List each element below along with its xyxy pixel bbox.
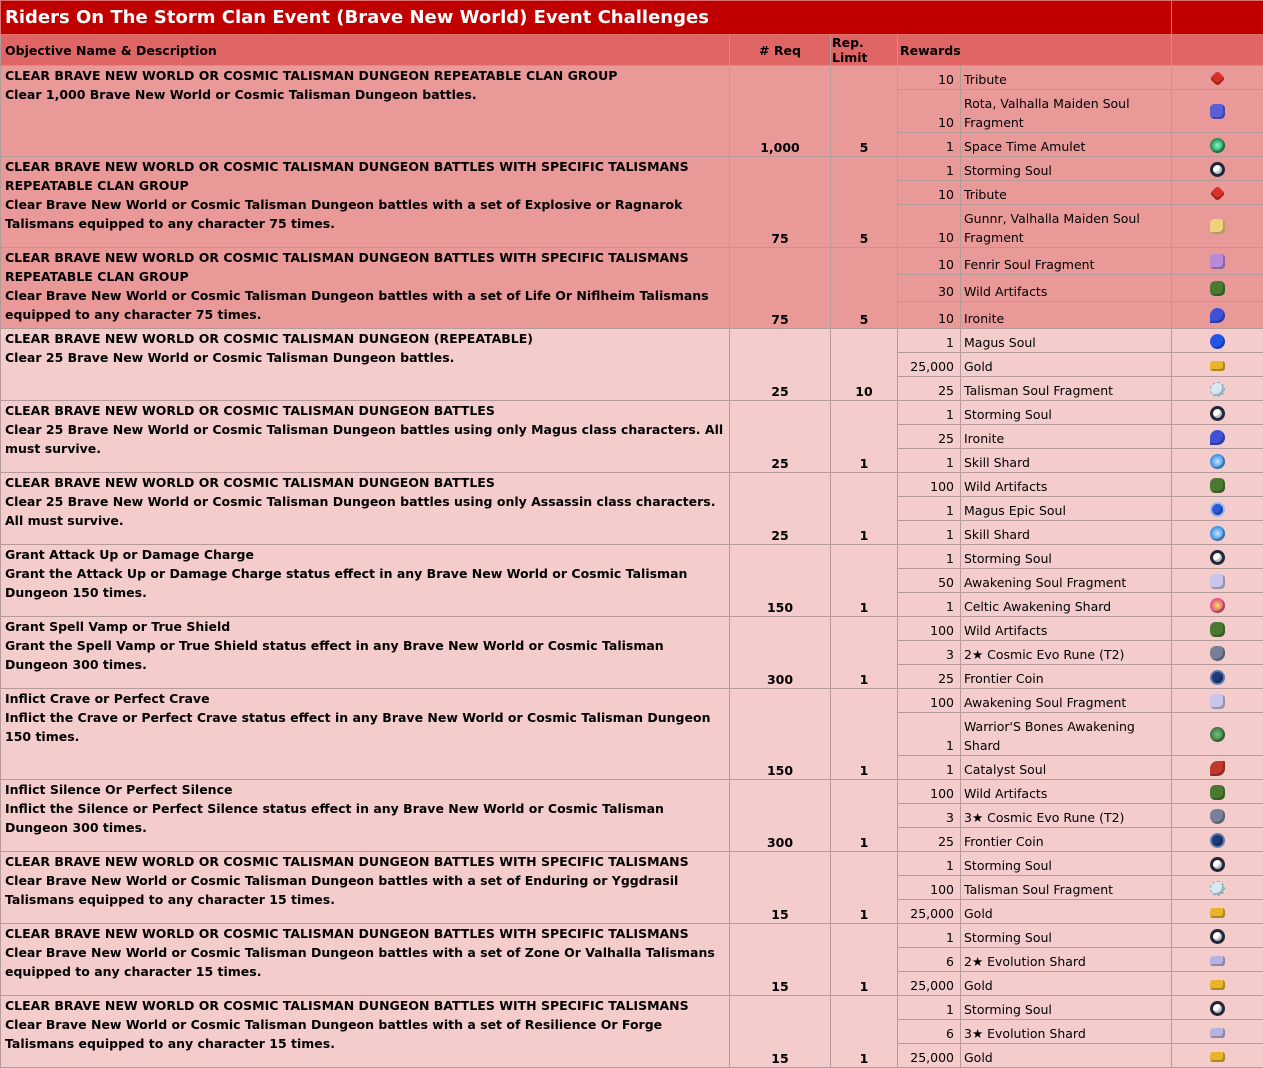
objective-name: CLEAR BRAVE NEW WORLD OR COSMIC TALISMAN DUNGEON BATTLES WITH SPECIFIC TALISMANS REPEATABLE CLAN GROUP [5, 248, 725, 286]
objective-name: CLEAR BRAVE NEW WORLD OR COSMIC TALISMAN DUNGEON (REPEATABLE) [5, 329, 725, 348]
objective-name: Inflict Silence Or Perfect Silence [5, 780, 725, 799]
evolution-shard-icon [1210, 956, 1225, 966]
reward-name: 2★ Evolution Shard [961, 948, 1172, 972]
reward-icon-cell [1172, 205, 1263, 248]
objective-description: Inflict the Silence or Perfect Silence status effect in any Brave New World or Cosmic Talisman Dungeon 300 times. [5, 799, 725, 837]
reward-icon-cell [1172, 157, 1263, 181]
reward-quantity: 1 [898, 996, 961, 1020]
reward-name: Gold [961, 1044, 1172, 1068]
objective-cell [1, 157, 730, 248]
reward-quantity: 1 [898, 157, 961, 181]
repeat-limit: 1 [831, 689, 898, 780]
reward-quantity: 1 [898, 329, 961, 353]
reward-quantity: 1 [898, 521, 961, 545]
objective-cell [1, 329, 730, 401]
reward-name: 2★ Cosmic Evo Rune (T2) [961, 641, 1172, 665]
reward-name: Magus Soul [961, 329, 1172, 353]
reward-icon-cell [1172, 133, 1263, 157]
reward-name: Storming Soul [961, 996, 1172, 1020]
required-count: 25 [730, 329, 831, 401]
reward-icon-cell [1172, 473, 1263, 497]
objective-cell [1, 545, 730, 617]
repeat-limit: 1 [831, 924, 898, 996]
objective-name: Inflict Crave or Perfect Crave [5, 689, 725, 708]
reward-name: Storming Soul [961, 401, 1172, 425]
ironite-icon [1210, 430, 1225, 445]
reward-name: 3★ Cosmic Evo Rune (T2) [961, 804, 1172, 828]
reward-icon-cell [1172, 641, 1263, 665]
awakening-soul-fragment-icon [1210, 694, 1225, 709]
objective-description: Grant the Spell Vamp or True Shield status effect in any Brave New World or Cosmic Talisman Dungeon 300 times. [5, 636, 725, 674]
objective-cell [1, 996, 730, 1068]
objective-cell [1, 689, 730, 780]
reward-icon-cell [1172, 497, 1263, 521]
reward-quantity: 1 [898, 852, 961, 876]
objective-description: Clear Brave New World or Cosmic Talisman Dungeon battles with a set of Zone Or Valhalla Talismans equipped to any character 15 times. [5, 943, 725, 981]
objective-cell [1, 924, 730, 996]
reward-name: Awakening Soul Fragment [961, 689, 1172, 713]
reward-icon-cell [1172, 900, 1263, 924]
table-row [1, 780, 1263, 804]
reward-name: Talisman Soul Fragment [961, 377, 1172, 401]
reward-icon-cell [1172, 329, 1263, 353]
frontier-coin-icon [1210, 670, 1225, 685]
celtic-awakening-shard-icon [1210, 598, 1225, 613]
reward-name: Skill Shard [961, 521, 1172, 545]
gold-icon [1210, 908, 1225, 918]
reward-name: Catalyst Soul [961, 756, 1172, 780]
reward-icon-cell [1172, 665, 1263, 689]
reward-icon-cell [1172, 353, 1263, 377]
reward-icon-cell [1172, 302, 1263, 329]
reward-icon-cell [1172, 449, 1263, 473]
ironite-icon [1210, 308, 1225, 323]
table-row [1, 545, 1263, 569]
objective-cell [1, 248, 730, 329]
objective-description: Clear 1,000 Brave New World or Cosmic Talisman Dungeon battles. [5, 85, 725, 104]
repeat-limit: 5 [831, 157, 898, 248]
header-objective: Objective Name & Description [1, 35, 730, 66]
reward-quantity: 6 [898, 948, 961, 972]
title-blank-cell [1172, 1, 1263, 35]
objective-description: Inflict the Crave or Perfect Crave status effect in any Brave New World or Cosmic Talisman Dungeon 150 times. [5, 708, 725, 746]
evolution-shard-icon [1210, 1028, 1225, 1038]
required-count: 75 [730, 157, 831, 248]
objective-cell [1, 401, 730, 473]
objective-description: Clear 25 Brave New World or Cosmic Talisman Dungeon battles using only Magus class characters. All must survive. [5, 420, 725, 458]
reward-icon-cell [1172, 828, 1263, 852]
objective-description: Clear Brave New World or Cosmic Talisman Dungeon battles with a set of Life Or Niflheim Talismans equipped to any character 75 times. [5, 286, 725, 324]
reward-icon-cell [1172, 545, 1263, 569]
required-count: 150 [730, 689, 831, 780]
objective-name: CLEAR BRAVE NEW WORLD OR COSMIC TALISMAN DUNGEON BATTLES [5, 473, 725, 492]
required-count: 15 [730, 996, 831, 1068]
storming-soul-icon [1210, 857, 1225, 872]
objective-description: Grant the Attack Up or Damage Charge status effect in any Brave New World or Cosmic Talisman Dungeon 150 times. [5, 564, 725, 602]
reward-name: Wild Artifacts [961, 473, 1172, 497]
reward-icon-cell [1172, 756, 1263, 780]
reward-quantity: 3 [898, 641, 961, 665]
reward-quantity: 100 [898, 473, 961, 497]
reward-icon-cell [1172, 181, 1263, 205]
repeat-limit: 1 [831, 473, 898, 545]
reward-icon-cell [1172, 275, 1263, 302]
reward-quantity: 10 [898, 205, 961, 248]
reward-icon-cell [1172, 593, 1263, 617]
reward-quantity: 30 [898, 275, 961, 302]
reward-icon-cell [1172, 617, 1263, 641]
magus-soul-icon [1210, 334, 1225, 349]
reward-name: Talisman Soul Fragment [961, 876, 1172, 900]
reward-name: Frontier Coin [961, 665, 1172, 689]
repeat-limit: 1 [831, 996, 898, 1068]
reward-quantity: 10 [898, 181, 961, 205]
reward-quantity: 3 [898, 804, 961, 828]
reward-quantity: 25,000 [898, 972, 961, 996]
reward-quantity: 1 [898, 133, 961, 157]
required-count: 300 [730, 617, 831, 689]
storming-soul-icon [1210, 162, 1225, 177]
reward-name: Warrior'S Bones Awakening Shard [961, 713, 1172, 756]
storming-soul-icon [1210, 1001, 1225, 1016]
reward-name: Gunnr, Valhalla Maiden Soul Fragment [961, 205, 1172, 248]
header-limit: Rep. Limit [831, 35, 898, 66]
reward-quantity: 100 [898, 689, 961, 713]
gold-icon [1210, 361, 1225, 371]
reward-quantity: 25 [898, 425, 961, 449]
repeat-limit: 10 [831, 329, 898, 401]
table-row [1, 473, 1263, 497]
storming-soul-icon [1210, 406, 1225, 421]
objective-name: CLEAR BRAVE NEW WORLD OR COSMIC TALISMAN DUNGEON BATTLES WITH SPECIFIC TALISMANS [5, 852, 725, 871]
repeat-limit: 5 [831, 248, 898, 329]
required-count: 15 [730, 852, 831, 924]
required-count: 150 [730, 545, 831, 617]
reward-icon-cell [1172, 248, 1263, 275]
reward-icon-cell [1172, 377, 1263, 401]
table-row [1, 248, 1263, 275]
required-count: 300 [730, 780, 831, 852]
reward-icon-cell [1172, 689, 1263, 713]
awakening-soul-fragment-icon [1210, 574, 1225, 589]
reward-icon-cell [1172, 1020, 1263, 1044]
reward-name: Ironite [961, 425, 1172, 449]
objective-name: Grant Attack Up or Damage Charge [5, 545, 725, 564]
required-count: 1,000 [730, 66, 831, 157]
reward-icon-cell [1172, 996, 1263, 1020]
reward-name: Storming Soul [961, 924, 1172, 948]
repeat-limit: 1 [831, 401, 898, 473]
reward-quantity: 1 [898, 497, 961, 521]
header-rewards: Rewards [898, 35, 1172, 66]
reward-name: Skill Shard [961, 449, 1172, 473]
fenrir-soul-fragment-icon [1210, 254, 1225, 269]
reward-name: Awakening Soul Fragment [961, 569, 1172, 593]
reward-quantity: 10 [898, 248, 961, 275]
reward-name: Storming Soul [961, 545, 1172, 569]
objective-cell [1, 852, 730, 924]
reward-quantity: 10 [898, 302, 961, 329]
objective-description: Clear Brave New World or Cosmic Talisman Dungeon battles with a set of Enduring or Yggdrasil Talismans equipped to any character 15 times. [5, 871, 725, 909]
repeat-limit: 1 [831, 545, 898, 617]
objective-cell [1, 780, 730, 852]
reward-quantity: 1 [898, 593, 961, 617]
page-title: Riders On The Storm Clan Event (Brave New World) Event Challenges [1, 1, 1172, 35]
table-row [1, 689, 1263, 713]
objective-cell [1, 66, 730, 157]
reward-name: 3★ Evolution Shard [961, 1020, 1172, 1044]
reward-icon-cell [1172, 876, 1263, 900]
reward-quantity: 25 [898, 828, 961, 852]
reward-icon-cell [1172, 948, 1263, 972]
reward-icon-cell [1172, 425, 1263, 449]
reward-quantity: 1 [898, 545, 961, 569]
reward-icon-cell [1172, 924, 1263, 948]
talisman-soul-fragment-icon [1210, 382, 1225, 397]
reward-quantity: 100 [898, 617, 961, 641]
reward-name: Tribute [961, 66, 1172, 90]
reward-quantity: 1 [898, 713, 961, 756]
repeat-limit: 1 [831, 617, 898, 689]
reward-quantity: 1 [898, 401, 961, 425]
reward-icon-cell [1172, 780, 1263, 804]
objective-name: CLEAR BRAVE NEW WORLD OR COSMIC TALISMAN DUNGEON BATTLES [5, 401, 725, 420]
tribute-icon [1210, 71, 1226, 87]
objective-name: Grant Spell Vamp or True Shield [5, 617, 725, 636]
reward-name: Celtic Awakening Shard [961, 593, 1172, 617]
catalyst-soul-icon [1210, 761, 1225, 776]
header-blank [1172, 35, 1263, 66]
table-row [1, 924, 1263, 948]
table-row [1, 852, 1263, 876]
reward-quantity: 6 [898, 1020, 961, 1044]
reward-quantity: 1 [898, 924, 961, 948]
table-row [1, 66, 1263, 90]
wild-artifacts-icon [1210, 622, 1225, 637]
table-row [1, 401, 1263, 425]
reward-name: Space Time Amulet [961, 133, 1172, 157]
header-req: # Req [730, 35, 831, 66]
reward-name: Wild Artifacts [961, 617, 1172, 641]
table-row [1, 329, 1263, 353]
reward-name: Fenrir Soul Fragment [961, 248, 1172, 275]
reward-name: Magus Epic Soul [961, 497, 1172, 521]
wild-artifacts-icon [1210, 478, 1225, 493]
reward-name: Ironite [961, 302, 1172, 329]
reward-quantity: 1 [898, 756, 961, 780]
required-count: 25 [730, 401, 831, 473]
reward-quantity: 100 [898, 876, 961, 900]
repeat-limit: 1 [831, 852, 898, 924]
objective-description: Clear 25 Brave New World or Cosmic Talisman Dungeon battles. [5, 348, 725, 367]
objective-cell [1, 617, 730, 689]
objective-name: CLEAR BRAVE NEW WORLD OR COSMIC TALISMAN DUNGEON REPEATABLE CLAN GROUP [5, 66, 725, 85]
cosmic-evo-rune-icon [1210, 809, 1225, 824]
cosmic-evo-rune-icon [1210, 646, 1225, 661]
gunnr-soul-fragment-icon [1210, 219, 1225, 234]
objective-description: Clear 25 Brave New World or Cosmic Talisman Dungeon battles using only Assassin class characters. All must survive. [5, 492, 725, 530]
reward-icon-cell [1172, 1044, 1263, 1068]
reward-name: Frontier Coin [961, 828, 1172, 852]
objective-description: Clear Brave New World or Cosmic Talisman Dungeon battles with a set of Explosive or Ragnarok Talismans equipped to any character 75 times. [5, 195, 725, 233]
reward-icon-cell [1172, 90, 1263, 133]
reward-icon-cell [1172, 804, 1263, 828]
warriors-bones-shard-icon [1210, 727, 1225, 742]
reward-quantity: 25 [898, 377, 961, 401]
storming-soul-icon [1210, 550, 1225, 565]
reward-quantity: 25,000 [898, 353, 961, 377]
reward-name: Rota, Valhalla Maiden Soul Fragment [961, 90, 1172, 133]
reward-name: Wild Artifacts [961, 275, 1172, 302]
objective-name: CLEAR BRAVE NEW WORLD OR COSMIC TALISMAN DUNGEON BATTLES WITH SPECIFIC TALISMANS [5, 996, 725, 1015]
reward-name: Gold [961, 900, 1172, 924]
required-count: 75 [730, 248, 831, 329]
storming-soul-icon [1210, 929, 1225, 944]
reward-quantity: 100 [898, 780, 961, 804]
reward-icon-cell [1172, 401, 1263, 425]
reward-icon-cell [1172, 569, 1263, 593]
reward-name: Gold [961, 353, 1172, 377]
objective-name: CLEAR BRAVE NEW WORLD OR COSMIC TALISMAN DUNGEON BATTLES WITH SPECIFIC TALISMANS REPEATABLE CLAN GROUP [5, 157, 725, 195]
reward-icon-cell [1172, 66, 1263, 90]
frontier-coin-icon [1210, 833, 1225, 848]
reward-icon-cell [1172, 713, 1263, 756]
gold-icon [1210, 1052, 1225, 1062]
reward-name: Wild Artifacts [961, 780, 1172, 804]
reward-quantity: 10 [898, 90, 961, 133]
talisman-soul-fragment-icon [1210, 881, 1225, 896]
reward-quantity: 10 [898, 66, 961, 90]
reward-name: Tribute [961, 181, 1172, 205]
repeat-limit: 1 [831, 780, 898, 852]
reward-icon-cell [1172, 852, 1263, 876]
required-count: 25 [730, 473, 831, 545]
magus-epic-soul-icon [1210, 502, 1225, 517]
objective-name: CLEAR BRAVE NEW WORLD OR COSMIC TALISMAN DUNGEON BATTLES WITH SPECIFIC TALISMANS [5, 924, 725, 943]
repeat-limit: 5 [831, 66, 898, 157]
table-row [1, 996, 1263, 1020]
skill-shard-icon [1210, 526, 1225, 541]
reward-quantity: 50 [898, 569, 961, 593]
table-row [1, 617, 1263, 641]
rota-soul-fragment-icon [1210, 104, 1225, 119]
reward-quantity: 25,000 [898, 900, 961, 924]
reward-icon-cell [1172, 521, 1263, 545]
gold-icon [1210, 980, 1225, 990]
reward-quantity: 25,000 [898, 1044, 961, 1068]
table-row [1, 157, 1263, 181]
objective-description: Clear Brave New World or Cosmic Talisman Dungeon battles with a set of Resilience Or Forge Talismans equipped to any character 15 times. [5, 1015, 725, 1053]
tribute-icon [1210, 186, 1226, 202]
reward-icon-cell [1172, 972, 1263, 996]
objective-cell [1, 473, 730, 545]
space-time-amulet-icon [1210, 138, 1225, 153]
reward-name: Storming Soul [961, 852, 1172, 876]
skill-shard-icon [1210, 454, 1225, 469]
reward-quantity: 25 [898, 665, 961, 689]
wild-artifacts-icon [1210, 785, 1225, 800]
wild-artifacts-icon [1210, 281, 1225, 296]
required-count: 15 [730, 924, 831, 996]
reward-name: Gold [961, 972, 1172, 996]
reward-quantity: 1 [898, 449, 961, 473]
reward-name: Storming Soul [961, 157, 1172, 181]
